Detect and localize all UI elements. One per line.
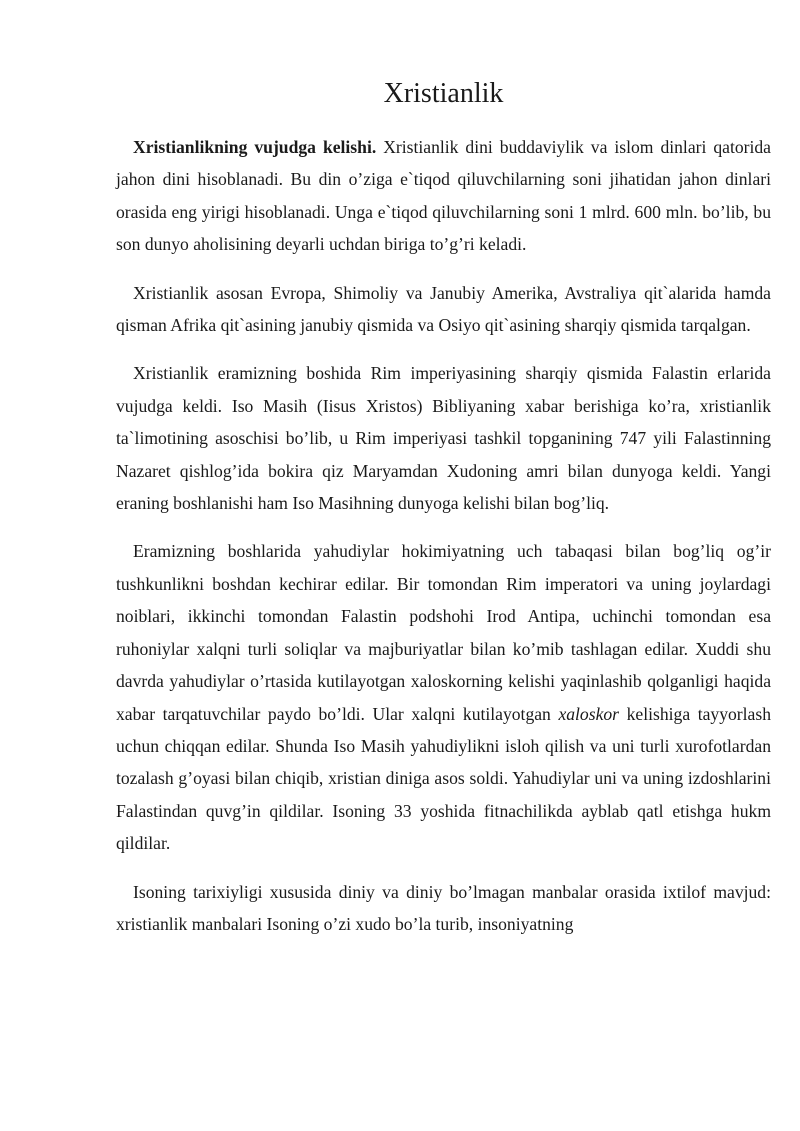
- paragraph-text: Xristianlik dini buddaviylik va islom dinlari qatorida jahon dini hisoblanadi. Bu din o’ziga e`tiqod qiluvchilarning soni jihatidan jahon dinlari orasida eng yirigi hisoblanadi. Unga e`tiqod qiluvchilarning soni 1 mlrd. 600 mln. bo’lib, bu son dunyo aholisining deyarli uchdan biriga to’g’ri keladi.: [116, 137, 771, 255]
- section-heading: Xristianlikning vujudga kelishi.: [133, 137, 377, 157]
- paragraph-spread: [116, 277, 771, 342]
- paragraph-text: Xristianlik eramizning boshida Rim imperiyasining sharqiy qismida Falastin erlarida vujudga keldi. Iso Masih (Iisus Xristos) Bibliyaning xabar berishiga ko’ra, xristianlik ta`limotining asoschisi bo’lib, u Rim imperiyasi tashkil topganining 747 yili Falastinning Nazaret qishlog’ida bokira qiz Maryamdan Xudoning amri bilan dunyoga keldi. Yangi eraning boshlanishi ham Iso Masihning dunyoga kelishi bilan bog’liq.: [116, 363, 771, 514]
- document-page: [116, 0, 771, 940]
- paragraph-origin: [116, 131, 771, 261]
- paragraph-historicity: [116, 876, 771, 941]
- paragraph-text: Xristianlik asosan Evropa, Shimoliy va Janubiy Amerika, Avstraliya qit`alarida hamda qisman Afrika qit`asining janubiy qismida va Osiyo qit`asining sharqiy qismida tarqalgan.: [116, 282, 771, 336]
- paragraph-history: [116, 535, 771, 859]
- paragraph-text: kelishiga tayyorlash uchun chiqqan edilar. Shunda Iso Masih yahudiylikni isloh qilish va uni turli xurofotlardan tozalash g’oyasi bilan chiqib, xristian diniga asos soldi. Yahudiylar uni va uning izdoshlarini Falastindan quvg’in qildilar. Isoning 33 yoshida fitnachilikda ayblab qatl etishga hukm qildilar.: [116, 703, 771, 854]
- paragraph-text: Eramizning boshlarida yahudiylar hokimiyatning uch tabaqasi bilan bog’liq og’ir tushkunlikni boshdan kechirar edilar. Bir tomondan Rim imperatori va uning joylardagi noiblari, ikkinchi tomondan Falastin podshohi Irod Antipa, uchinchi tomondan esa ruhoniylar xalqni turli soliqlar va majburiyatlar bilan ko’mib tashlagan edilar. Xuddi shu davrda yahudiylar o’rtasida kutilayotgan xaloskorning kelishi yaqinlashib qolganligi haqida xabar tarqatuvchilar paydo bo’ldi. Ular xalqni kutilayotgan: [116, 541, 771, 724]
- page-title: Xristianlik: [383, 78, 504, 109]
- paragraph-text: Isoning tarixiyligi xususida diniy va diniy bo’lmagan manbalar orasida ixtilof mavjud: xristianlik manbalari Isoning o’zi xudo bo’la turib, insoniyatning: [116, 881, 771, 934]
- emphasized-term: xaloskor: [558, 703, 620, 724]
- paragraph-emergence: [116, 357, 771, 519]
